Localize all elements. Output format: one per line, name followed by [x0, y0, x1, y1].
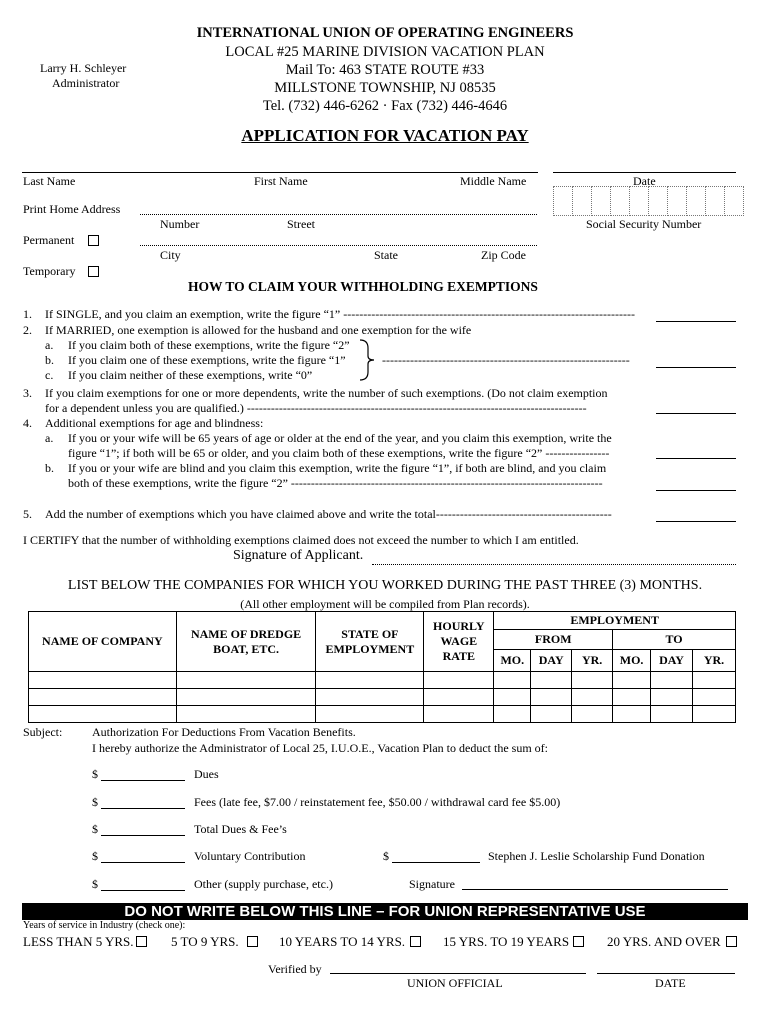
table-cell[interactable] — [424, 689, 494, 706]
item-number: 5. — [23, 507, 32, 521]
temporary-label: Temporary — [23, 264, 76, 278]
to-day-header: DAY — [651, 650, 693, 672]
table-cell[interactable] — [613, 672, 651, 689]
option-15-to-19: 15 YRS. TO 19 YEARS — [443, 934, 570, 949]
to-mo-header: MO. — [613, 650, 651, 672]
union-official-line[interactable] — [330, 973, 586, 974]
local-name: LOCAL #25 MARINE DIVISION VACATION PLAN — [225, 44, 545, 60]
exemption-4b-text-cont: both of these exemptions, write the figure “2” ------------------------------------------------------------------------------ — [68, 476, 603, 490]
scholarship-amount-line[interactable] — [392, 862, 480, 863]
to-header: TO — [613, 630, 736, 650]
table-cell[interactable] — [651, 706, 693, 723]
voluntary-label: Voluntary Contribution — [194, 849, 306, 863]
to-yr-header: YR. — [693, 650, 736, 672]
zip-label: Zip Code — [481, 248, 526, 262]
dollar-sign: $ — [92, 795, 98, 809]
admin-title: Administrator — [52, 76, 120, 90]
item-letter: a. — [45, 431, 54, 445]
item-number: 3. — [23, 386, 32, 400]
verified-by-label: Verified by — [268, 962, 322, 976]
right-brace-icon — [356, 338, 384, 382]
col-dredge-header: NAME OF DREDGE BOAT, ETC. — [176, 612, 316, 672]
exemption-4a-text-cont: figure “1”; if both will be 65 or older, and you claim both of these exemptions, write the figure “2” ---------------- — [68, 446, 610, 460]
other-amount-line[interactable] — [101, 890, 185, 891]
dues-amount-line[interactable] — [101, 780, 185, 781]
from-mo-header: MO. — [494, 650, 531, 672]
exemption-2-dashes: -------------------------------------------------------------- — [382, 353, 630, 367]
first-name-label: First Name — [254, 174, 308, 188]
number-label: Number — [160, 217, 200, 231]
employment-table — [28, 611, 736, 723]
authorization-text: I hereby authorize the Administrator of Local 25, I.U.O.E., Vacation Plan to deduct the sum of: — [92, 741, 548, 755]
less-than-5-checkbox[interactable] — [136, 936, 147, 947]
date-line[interactable] — [553, 172, 736, 173]
exemption-2c-text: If you claim neither of these exemptions, write “0” — [68, 368, 313, 382]
table-cell[interactable] — [29, 689, 177, 706]
item-letter: b. — [45, 461, 54, 475]
table-cell[interactable] — [316, 672, 424, 689]
dues-label: Dues — [194, 767, 219, 781]
page-title: APPLICATION FOR VACATION PAY — [241, 126, 529, 145]
dollar-sign: $ — [92, 822, 98, 836]
exemption-3-answer[interactable] — [656, 413, 736, 414]
col-company-header: NAME OF COMPANY — [29, 612, 177, 672]
table-cell[interactable] — [424, 672, 494, 689]
table-cell[interactable] — [613, 689, 651, 706]
table-cell[interactable] — [693, 706, 736, 723]
item-number: 4. — [23, 416, 32, 430]
dollar-sign: $ — [92, 877, 98, 891]
exemption-5-text: Add the number of exemptions which you have claimed above and write the total-------------------------------------------- — [45, 507, 612, 521]
ssn-boxes[interactable] — [553, 186, 744, 216]
exemption-3-text-cont: for a dependent unless you are qualified.) ------------------------------------------------------------------------------------- — [45, 401, 587, 415]
table-cell[interactable] — [651, 672, 693, 689]
permanent-checkbox[interactable] — [88, 235, 99, 246]
table-cell[interactable] — [494, 672, 531, 689]
exemption-1-text: If SINGLE, and you claim an exemption, write the figure “1” ------------------------------------------------------------------------- — [45, 307, 635, 321]
option-5-to-9: 5 TO 9 YRS. — [171, 934, 239, 949]
item-number: 1. — [23, 307, 32, 321]
dollar-sign: $ — [92, 767, 98, 781]
applicant-signature-line[interactable] — [372, 564, 736, 565]
exemption-4a-text: If you or your wife will be 65 years of age or older at the end of the year, and you claim this exemption, write the — [68, 431, 612, 445]
from-header: FROM — [494, 630, 613, 650]
table-cell[interactable] — [531, 706, 572, 723]
table-cell[interactable] — [572, 689, 613, 706]
option-10-to-14: 10 YEARS TO 14 YRS. — [279, 934, 406, 949]
col-rate-header: HOURLY WAGE RATE — [424, 612, 494, 672]
col-state-header: STATE OF EMPLOYMENT — [316, 612, 424, 672]
15-to-19-checkbox[interactable] — [573, 936, 584, 947]
verify-date-line[interactable] — [597, 973, 735, 974]
table-cell[interactable] — [494, 706, 531, 723]
table-cell[interactable] — [651, 689, 693, 706]
exemption-1-answer[interactable] — [656, 321, 736, 322]
union-use-banner: DO NOT WRITE BELOW THIS LINE – FOR UNION REPRESENTATIVE USE — [22, 903, 748, 920]
table-cell[interactable] — [29, 672, 177, 689]
from-day-header: DAY — [531, 650, 572, 672]
table-cell[interactable] — [424, 706, 494, 723]
10-to-14-checkbox[interactable] — [410, 936, 421, 947]
item-letter: a. — [45, 338, 54, 352]
last-name-label: Last Name — [23, 174, 76, 188]
table-cell[interactable] — [316, 689, 424, 706]
table-cell[interactable] — [316, 706, 424, 723]
exemption-4b-answer[interactable] — [656, 490, 736, 491]
table-cell[interactable] — [29, 706, 177, 723]
table-row — [29, 689, 736, 706]
fees-amount-line[interactable] — [101, 808, 185, 809]
dollar-sign: $ — [383, 849, 389, 863]
state-label: State — [374, 248, 398, 262]
authorization-title: Authorization For Deductions From Vacation Benefits. — [92, 725, 356, 739]
street-label: Street — [287, 217, 315, 231]
other-label: Other (supply purchase, etc.) — [194, 877, 333, 891]
applicant-signature-label: Signature of Applicant. — [233, 548, 364, 563]
table-cell[interactable] — [531, 672, 572, 689]
middle-name-label: Middle Name — [460, 174, 527, 188]
table-cell[interactable] — [176, 672, 316, 689]
dollar-sign: $ — [92, 849, 98, 863]
admin-name: Larry H. Schleyer — [40, 61, 127, 75]
table-cell[interactable] — [572, 672, 613, 689]
voluntary-amount-line[interactable] — [101, 862, 185, 863]
name-line[interactable] — [22, 172, 538, 173]
exemption-2a-text: If you claim both of these exemptions, write the figure “2” — [68, 338, 350, 352]
certify-statement: I CERTIFY that the number of withholding exemptions claimed does not exceed the number to which I am entitled. — [23, 533, 579, 547]
table-cell[interactable] — [176, 689, 316, 706]
deduction-signature-label: Signature — [409, 877, 455, 891]
20-and-over-checkbox[interactable] — [726, 936, 737, 947]
option-less-than-5: LESS THAN 5 YRS. — [23, 934, 134, 949]
permanent-label: Permanent — [23, 233, 75, 247]
table-row — [29, 706, 736, 723]
phone-fax: Tel. (732) 446-6262 · Fax (732) 446-4646 — [262, 98, 508, 114]
address-line[interactable] — [140, 214, 537, 215]
home-address-label: Print Home Address — [23, 202, 121, 216]
employment-header: EMPLOYMENT — [494, 612, 736, 630]
table-cell[interactable] — [494, 689, 531, 706]
from-yr-header: YR. — [572, 650, 613, 672]
table-row — [29, 672, 736, 689]
table-cell[interactable] — [693, 672, 736, 689]
table-cell[interactable] — [176, 706, 316, 723]
exemption-2-text: If MARRIED, one exemption is allowed for the husband and one exemption for the wife — [45, 323, 472, 337]
ssn-label: Social Security Number — [586, 217, 702, 231]
5-to-9-checkbox[interactable] — [247, 936, 258, 947]
fees-label: Fees (late fee, $7.00 / reinstatement fee, $50.00 / withdrawal card fee $5.00) — [194, 795, 561, 809]
scholarship-label: Stephen J. Leslie Scholarship Fund Donation — [488, 849, 705, 863]
years-of-service-label: Years of service in Industry (check one): — [23, 920, 186, 931]
exemptions-heading: HOW TO CLAIM YOUR WITHHOLDING EXEMPTIONS — [188, 279, 538, 294]
union-official-label: UNION OFFICIAL — [407, 976, 503, 990]
city-label: City — [160, 248, 181, 262]
table-cell[interactable] — [693, 689, 736, 706]
exemption-4a-answer[interactable] — [656, 458, 736, 459]
union-name: INTERNATIONAL UNION OF OPERATING ENGINEERS — [196, 25, 574, 41]
exemption-2-answer[interactable] — [656, 367, 736, 368]
exemption-4b-text: If you or your wife are blind and you claim this exemption, write the figure “1”, if both are blind, and you claim — [68, 461, 607, 475]
deduction-signature-line[interactable] — [462, 889, 728, 890]
mail-address: Mail To: 463 STATE ROUTE #33 — [285, 62, 485, 78]
total-amount-line[interactable] — [101, 835, 185, 836]
companies-note: (All other employment will be compiled from Plan records). — [240, 597, 530, 611]
companies-heading: LIST BELOW THE COMPANIES FOR WHICH YOU WORKED DURING THE PAST THREE (3) MONTHS. — [67, 578, 703, 593]
exemption-3-text: If you claim exemptions for one or more dependents, write the number of such exemptions. (Do not claim exemption — [45, 386, 608, 400]
table-cell[interactable] — [613, 706, 651, 723]
city-address: MILLSTONE TOWNSHIP, NJ 08535 — [274, 80, 496, 96]
exemption-2b-text: If you claim one of these exemptions, write the figure “1” — [68, 353, 346, 367]
subject-label: Subject: — [23, 725, 63, 739]
exemption-4-text: Additional exemptions for age and blindness: — [45, 416, 264, 430]
temporary-checkbox[interactable] — [88, 266, 99, 277]
total-label: Total Dues & Fee’s — [194, 822, 287, 836]
table-cell[interactable] — [531, 689, 572, 706]
city-state-line[interactable] — [140, 245, 537, 246]
option-20-and-over: 20 YRS. AND OVER — [607, 934, 721, 949]
verify-date-label: DATE — [655, 976, 686, 990]
table-cell[interactable] — [572, 706, 613, 723]
exemption-total-answer[interactable] — [656, 521, 736, 522]
date-label: Date — [633, 174, 656, 188]
item-number: 2. — [23, 323, 32, 337]
item-letter: c. — [45, 368, 54, 382]
item-letter: b. — [45, 353, 54, 367]
